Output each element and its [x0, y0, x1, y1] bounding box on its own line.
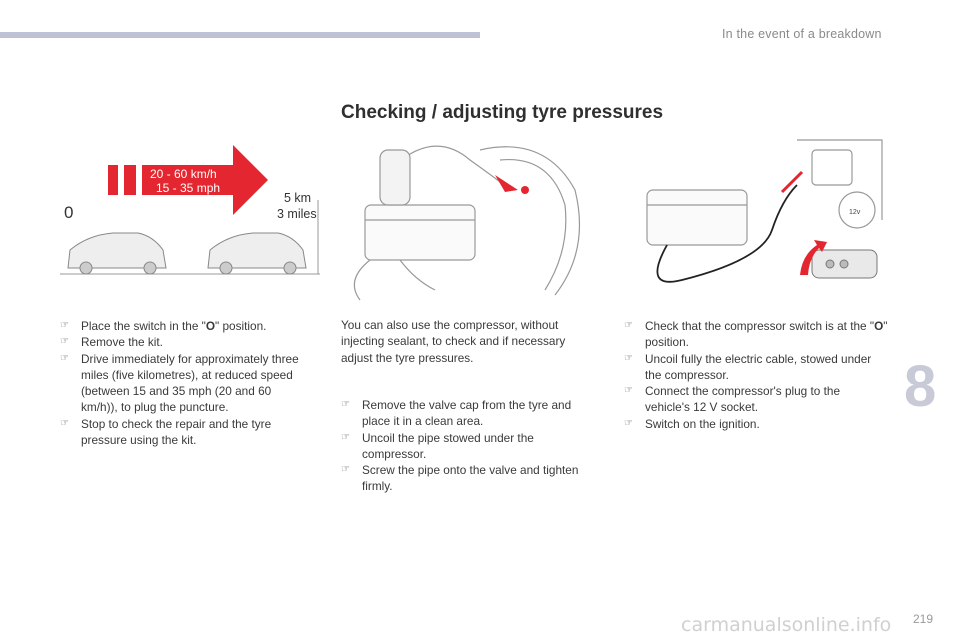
car-start-icon	[68, 233, 166, 274]
speed-kmh-label: 20 - 60 km/h	[150, 167, 217, 181]
hand-pointer-icon: ☞	[60, 320, 69, 331]
hand-pointer-icon: ☞	[341, 399, 350, 410]
list-item: ☞ Uncoil the pipe stowed under the compressor.	[341, 430, 534, 461]
compressor-icon	[647, 190, 747, 245]
speed-distance-figure	[58, 140, 323, 278]
header-bar	[0, 32, 480, 38]
list-item: ☞ Stop to check the repair and the tyre pressure using the kit.	[60, 416, 272, 448]
hand-pointer-icon: ☞	[624, 385, 633, 397]
hand-pointer-icon: ☞	[60, 417, 69, 429]
instructions-column-1	[60, 318, 300, 448]
watermark: carmanualsonline.info	[681, 614, 892, 636]
list-item: ☞ Remove the kit.	[60, 335, 163, 350]
hand-pointer-icon: ☞	[624, 320, 633, 331]
hand-pointer-icon: ☞	[60, 336, 69, 348]
ignition-key-icon	[812, 250, 877, 278]
page-number: 219	[913, 612, 934, 626]
list-item: ☞ Check that the compressor switch is at the "O" position.	[624, 319, 888, 350]
compressor-icon	[365, 205, 475, 260]
compressor-tyre-figure	[340, 130, 602, 302]
distance-miles-label: 3 miles	[277, 207, 317, 221]
hand-pointer-icon: ☞	[624, 417, 633, 429]
hand-pointer-icon: ☞	[60, 352, 69, 364]
distance-km-label: 5 km	[284, 191, 312, 205]
intro-paragraph: You can also use the compressor, without injecting sealant, to check and if necessary adjust the tyre pressures.	[341, 318, 566, 365]
hand-pointer-icon: ☞	[341, 464, 350, 476]
section-title: Checking / adjusting tyre pressures	[341, 102, 664, 123]
start-label: 0	[64, 203, 74, 222]
instructions-column-3	[624, 318, 888, 432]
hand-pointer-icon: ☞	[341, 431, 350, 443]
instructions-column-2	[341, 397, 593, 495]
speed-mph-label: 15 - 35 mph	[156, 181, 221, 195]
list-item: ☞ Screw the pipe onto the valve and tighten firmly.	[341, 463, 579, 494]
list-item: ☞ Remove the valve cap from the tyre and place it in a clean area.	[341, 398, 572, 429]
chapter-title: In the event of a breakdown	[722, 27, 882, 41]
compressor-socket-figure	[622, 130, 886, 302]
list-item: ☞ Drive immediately for approximately three miles (five kilometres), at reduced speed (between 15 and 35 mph (20 and 60 km/h)), to plug the puncture.	[60, 351, 299, 415]
chapter-number: 8	[904, 354, 937, 419]
car-end-icon	[208, 233, 306, 274]
list-item: ☞ Place the switch in the "O" position.	[60, 319, 267, 333]
list-item: ☞ Switch on the ignition.	[624, 416, 760, 431]
list-item: ☞ Connect the compressor's plug to the vehicle's 12 V socket.	[624, 384, 841, 415]
list-item: ☞ Uncoil fully the electric cable, stowed under the compressor.	[624, 351, 872, 382]
tyre-icon	[480, 147, 580, 295]
hand-pointer-icon: ☞	[624, 352, 633, 364]
red-pointer-arrow	[495, 175, 518, 192]
socket-label: 12v	[849, 209, 861, 216]
